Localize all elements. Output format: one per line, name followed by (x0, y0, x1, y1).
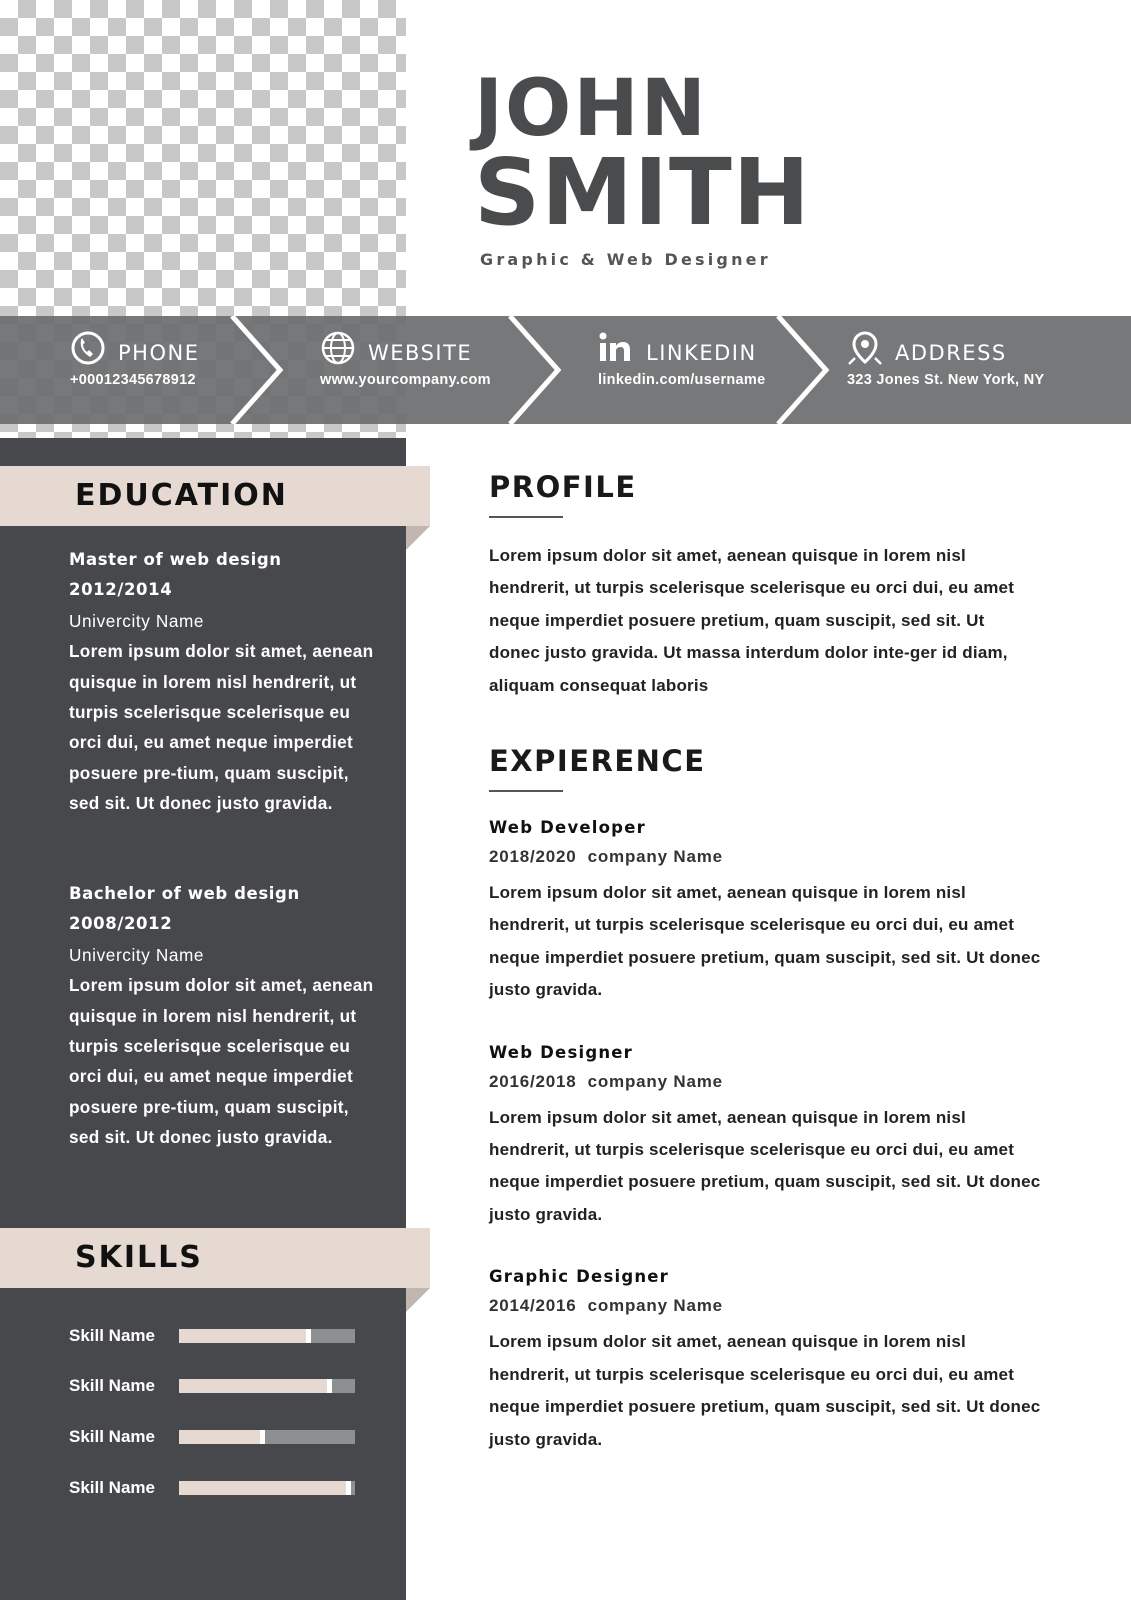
globe-icon (320, 330, 356, 366)
skill-bar-marker (346, 1481, 351, 1495)
skill-bar-fill (179, 1430, 265, 1444)
skill-bar-marker (306, 1329, 311, 1343)
education-years: 2008/2012 (69, 914, 173, 934)
job-company: company Name (587, 1071, 723, 1091)
address-value: 323 Jones St. New York, NY (847, 372, 1045, 388)
job-meta (489, 1296, 1049, 1316)
experience-section (489, 744, 1049, 1456)
name-header (474, 64, 811, 269)
skill-label: Skill Name (69, 1326, 155, 1345)
skill-bar (179, 1329, 355, 1343)
phone-icon (70, 330, 106, 366)
skill-row (69, 1422, 359, 1452)
experience-entry (489, 818, 1049, 1007)
contact-phone (70, 330, 199, 388)
degree: Master of web design (69, 550, 282, 569)
job-title: Graphic & Web Designer (480, 250, 771, 269)
skill-bar (179, 1430, 355, 1444)
education-entry (69, 879, 379, 1153)
skills-band-fold (406, 1288, 430, 1312)
skill-bar (179, 1481, 355, 1495)
job-years: 2014/2016 (489, 1296, 577, 1316)
skills-title: SKILLS (75, 1240, 203, 1275)
phone-value[interactable]: +00012345678912 (70, 372, 196, 388)
skill-bar-fill (179, 1481, 351, 1495)
experience-entry (489, 1043, 1049, 1232)
job-description: Lorem ipsum dolor sit amet, aenean quisque in lorem nisl hendrerit, ut turpis scelerisque scelerisque eu orci dui, eu amet neque imperdiet posuere pretium, quam suscipit, sed sit. Ut donec justo gravida. (489, 1107, 1041, 1224)
job-company: company Name (587, 847, 723, 867)
skill-label: Skill Name (69, 1478, 155, 1497)
website-value[interactable]: www.yourcompany.com (320, 372, 491, 388)
job-description: Lorem ipsum dolor sit amet, aenean quisque in lorem nisl hendrerit, ut turpis scelerisque scelerisque eu orci dui, eu amet neque imperdiet posuere pretium, quam suscipit, sed sit. Ut donec justo gravida. (489, 1332, 1041, 1449)
skill-bar-marker (260, 1430, 265, 1444)
education-entry (69, 545, 379, 819)
job-company: company Name (587, 1296, 723, 1316)
section-divider (489, 790, 563, 792)
university: Univercity Name (69, 610, 205, 631)
experience-title: EXPIERENCE (489, 744, 706, 779)
job-role: Web Developer (489, 818, 646, 838)
section-divider (489, 516, 563, 518)
skill-label: Skill Name (69, 1427, 155, 1446)
job-role: Graphic Designer (489, 1267, 670, 1287)
skill-row (69, 1473, 359, 1503)
profile-section (489, 470, 1049, 702)
university: Univercity Name (69, 944, 205, 965)
skill-label: Skill Name (69, 1376, 155, 1395)
last-name: SMITH (474, 139, 811, 246)
job-years: 2016/2018 (489, 1071, 577, 1091)
skill-row (69, 1321, 359, 1351)
job-years: 2018/2020 (489, 847, 577, 867)
linkedin-value[interactable]: linkedin.com/username (598, 372, 766, 388)
profile-text: Lorem ipsum dolor sit amet, aenean quisque in lorem nisl hendrerit, ut turpis scelerisque scelerisque eu orci dui, eu amet neque imperdiet posuere pretium, quam suscipit, sed sit. Ut donec justo gravida. Ut massa interdum dolor inte-ger id diam, aliquam consequat laboris (489, 546, 1015, 695)
skills-header (0, 1228, 430, 1288)
job-meta (489, 1072, 1049, 1092)
job-role: Web Designer (489, 1042, 634, 1062)
contact-bar (0, 316, 1131, 424)
main-content (489, 470, 1049, 1456)
education-description: Lorem ipsum dolor sit amet, aenean quisque in lorem nisl hendrerit, ut turpis scelerisque scelerisque eu orci dui, eu amet neque imperdiet posuere pre-tium, quam suscipit, sed sit. Ut donec justo gravida. (69, 641, 374, 814)
contact-label: ADDRESS (895, 341, 1007, 365)
skill-bar-marker (327, 1379, 332, 1393)
education-band-fold (406, 526, 430, 550)
education-title: EDUCATION (75, 478, 288, 513)
education-description: Lorem ipsum dolor sit amet, aenean quisque in lorem nisl hendrerit, ut turpis scelerisque scelerisque eu orci dui, eu amet neque imperdiet posuere pre-tium, quam suscipit, sed sit. Ut donec justo gravida. (69, 975, 374, 1148)
contact-label: LINKEDIN (646, 341, 757, 365)
contact-website (320, 330, 491, 388)
contact-linkedin (598, 330, 765, 388)
education-header (0, 466, 430, 526)
job-description: Lorem ipsum dolor sit amet, aenean quisque in lorem nisl hendrerit, ut turpis scelerisque scelerisque eu orci dui, eu amet neque imperdiet posuere pretium, quam suscipit, sed sit. Ut donec justo gravida. (489, 883, 1041, 1000)
linkedin-icon (598, 330, 634, 366)
education-years: 2012/2014 (69, 580, 173, 600)
contact-label: PHONE (118, 341, 200, 365)
skill-row (69, 1371, 359, 1401)
degree: Bachelor of web design (69, 884, 300, 903)
experience-entry (489, 1267, 1049, 1456)
skill-bar (179, 1379, 355, 1393)
profile-title: PROFILE (489, 470, 637, 504)
contact-label: WEBSITE (368, 341, 473, 365)
job-meta (489, 847, 1049, 867)
contact-address (847, 330, 1044, 388)
skill-bar-fill (179, 1329, 311, 1343)
first-name: JOHN (474, 64, 708, 154)
location-pin-icon (847, 330, 883, 366)
skill-bar-fill (179, 1379, 332, 1393)
